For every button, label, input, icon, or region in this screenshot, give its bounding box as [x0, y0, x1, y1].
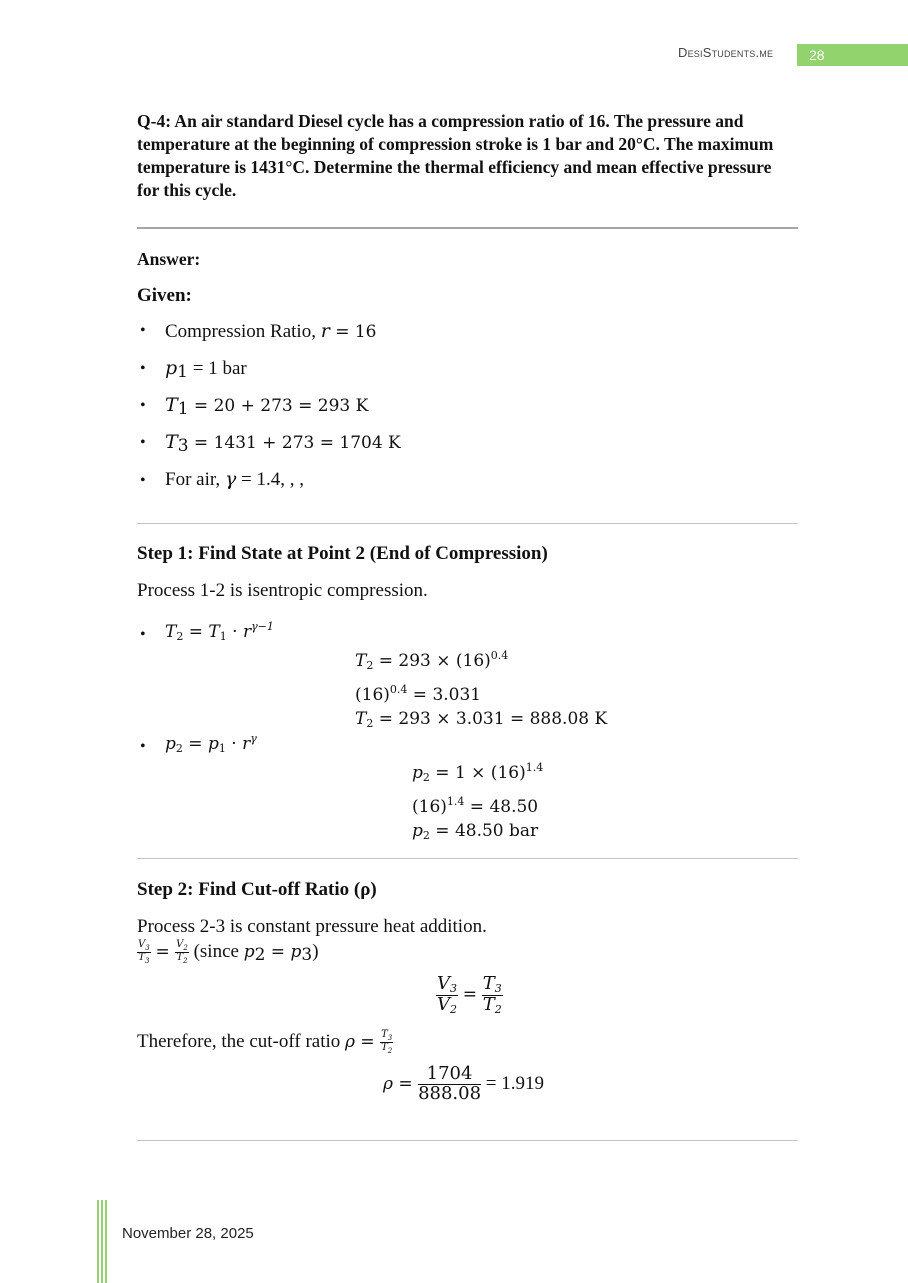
- fraction: $\frac{T_3}{T_2}$: [482, 973, 502, 1016]
- calc-line: $(16)^{0.4} = 3.031$: [355, 683, 482, 705]
- step1-intro: Process 1-2 is isentropic compression.: [137, 580, 428, 601]
- site-name: DesiStudents.me: [678, 45, 774, 60]
- fraction: $\frac{1704}{888.08}$: [418, 1063, 482, 1104]
- calc-line: $p_2 = 1 \times (16)^{1.4}$: [412, 761, 544, 784]
- bullet-icon: •: [140, 626, 146, 643]
- divider: [137, 227, 798, 229]
- volume-temperature-relation: $\frac{V_3}{T_3}$ = $\frac{V_2}{T_2}$ (since $p_2 = p_3$): [138, 939, 319, 966]
- t2-calculation: [355, 644, 607, 736]
- p2-calculation: [412, 756, 543, 848]
- cutoff-ratio-value: ρ = $\frac{1704}{888.08}$ = 1.919: [383, 1063, 545, 1104]
- cutoff-ratio-definition: Therefore, the cut-off ratio ρ = $\frac{T_3}{T_2}$: [137, 1029, 393, 1056]
- answer-label: Answer:: [137, 249, 201, 269]
- fraction: $\frac{V_2}{T_2}$: [176, 939, 188, 966]
- calc-line: $T_2 = 293 \times (16)^{0.4}$: [355, 649, 509, 672]
- bullet-icon: •: [140, 322, 146, 339]
- step2-heading: Step 2: Find Cut-off Ratio (ρ): [137, 879, 377, 900]
- divider: [137, 858, 798, 859]
- bullet-icon: •: [140, 360, 146, 377]
- divider: [137, 1140, 798, 1141]
- calc-line: $T_2 = 293 \times 3.031 = 888.08$ K: [355, 709, 608, 730]
- calc-line: $(16)^{1.4} = 48.50$: [412, 795, 539, 817]
- divider: [137, 523, 798, 524]
- fraction: $\frac{T_3}{T_2}$: [381, 1029, 393, 1056]
- p2-formula: $p_2 = p_1 \cdot r^\gamma$: [165, 732, 257, 755]
- bullet-icon: •: [140, 434, 146, 451]
- fraction: $\frac{V_3}{T_3}$: [138, 939, 150, 966]
- step1-heading: Step 1: Find State at Point 2 (End of Compression): [137, 543, 548, 564]
- bullet-icon: •: [140, 397, 146, 414]
- footer-accent-bars: [97, 1200, 109, 1283]
- question-text: Q-4: An air standard Diesel cycle has a compression ratio of 16. The pressure and temperature at the beginning of compression stroke is 1 bar and 20°C. The maximum temperature is 1431°C. Determine the thermal efficiency and mean effective pressure for this cycle.: [137, 111, 774, 200]
- bullet-icon: •: [140, 472, 146, 489]
- given-heading: Given:: [137, 285, 192, 306]
- ratio-equation: $\frac{V_3}{V_2}$ = $\frac{T_3}{T_2}$: [437, 973, 502, 1016]
- bullet-icon: •: [140, 738, 146, 755]
- calc-line: $p_2 = 48.50$ bar: [412, 821, 539, 842]
- t2-formula: $T_2 = T_1 \cdot r^{\gamma-1}$: [165, 620, 274, 643]
- fraction: $\frac{V_3}{V_2}$: [437, 973, 457, 1016]
- step2-intro: Process 2-3 is constant pressure heat addition.: [137, 916, 487, 937]
- page-number-badge: 28: [797, 44, 908, 66]
- footer-date: November 28, 2025: [122, 1225, 254, 1242]
